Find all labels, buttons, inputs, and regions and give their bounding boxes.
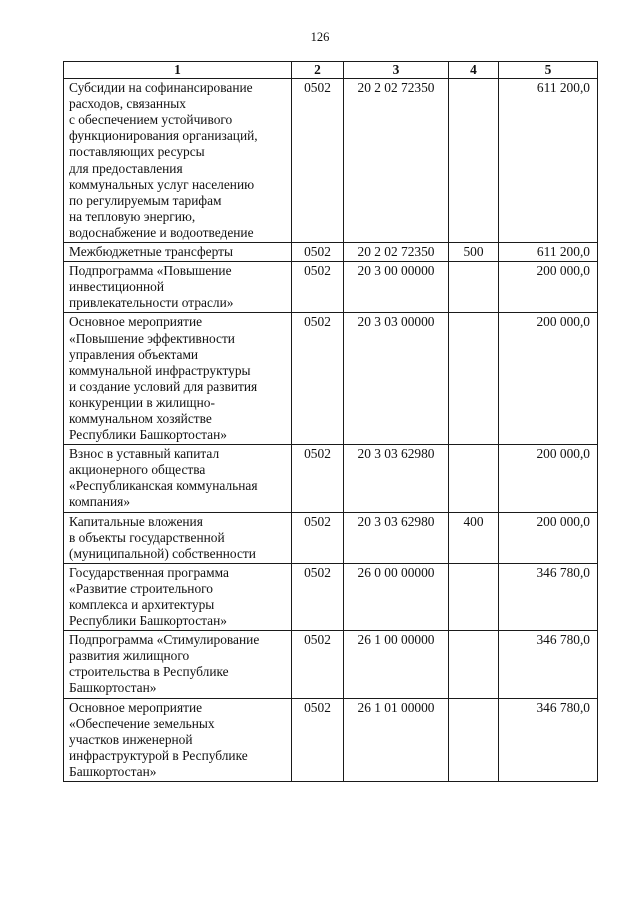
cell-razdel: 0502 xyxy=(292,698,344,781)
cell-expense-type xyxy=(449,445,499,512)
cell-sum: 200 000,0 xyxy=(499,512,598,563)
cell-name: Подпрограмма «Повышение инвестиционной привлекательности отрасли» xyxy=(64,262,292,313)
table-row xyxy=(64,79,598,243)
cell-razdel: 0502 xyxy=(292,631,344,698)
cell-sum: 611 200,0 xyxy=(499,79,598,243)
cell-sum: 346 780,0 xyxy=(499,698,598,781)
cell-target-article: 26 1 00 00000 xyxy=(344,631,449,698)
table-row xyxy=(64,445,598,512)
cell-razdel: 0502 xyxy=(292,512,344,563)
budget-table xyxy=(63,61,598,782)
header-row xyxy=(64,62,598,79)
cell-razdel: 0502 xyxy=(292,262,344,313)
table-row xyxy=(64,563,598,630)
cell-expense-type: 400 xyxy=(449,512,499,563)
cell-name: Субсидии на софинансирование расходов, связанных с обеспечением устойчивого функционирования организаций, поставляющих ресурсы для предоставления коммунальных услуг населению по регулируемым тарифам на тепловую энергию, водоснабжение и водоотведение xyxy=(64,79,292,243)
header-col-2: 2 xyxy=(292,62,344,79)
cell-expense-type xyxy=(449,79,499,243)
cell-target-article: 20 3 03 00000 xyxy=(344,313,449,445)
cell-target-article: 20 3 03 62980 xyxy=(344,512,449,563)
cell-razdel: 0502 xyxy=(292,79,344,243)
cell-expense-type xyxy=(449,698,499,781)
cell-target-article: 20 3 03 62980 xyxy=(344,445,449,512)
table-header xyxy=(64,62,598,79)
cell-name: Межбюджетные трансферты xyxy=(64,243,292,262)
cell-target-article: 26 1 01 00000 xyxy=(344,698,449,781)
cell-razdel: 0502 xyxy=(292,445,344,512)
cell-expense-type xyxy=(449,631,499,698)
cell-sum: 346 780,0 xyxy=(499,631,598,698)
table-row xyxy=(64,313,598,445)
table-row xyxy=(64,512,598,563)
cell-expense-type xyxy=(449,563,499,630)
table-row xyxy=(64,631,598,698)
cell-target-article: 26 0 00 00000 xyxy=(344,563,449,630)
cell-sum: 200 000,0 xyxy=(499,262,598,313)
header-col-5: 5 xyxy=(499,62,598,79)
table-row xyxy=(64,243,598,262)
cell-razdel: 0502 xyxy=(292,313,344,445)
cell-name: Капитальные вложения в объекты государственной (муниципальной) собственности xyxy=(64,512,292,563)
header-col-3: 3 xyxy=(344,62,449,79)
cell-sum: 346 780,0 xyxy=(499,563,598,630)
header-col-1: 1 xyxy=(64,62,292,79)
cell-target-article: 20 2 02 72350 xyxy=(344,79,449,243)
cell-razdel: 0502 xyxy=(292,243,344,262)
cell-expense-type xyxy=(449,262,499,313)
cell-expense-type: 500 xyxy=(449,243,499,262)
cell-razdel: 0502 xyxy=(292,563,344,630)
cell-name: Подпрограмма «Стимулирование развития жилищного строительства в Республике Башкортостан» xyxy=(64,631,292,698)
table-body xyxy=(64,79,598,782)
header-col-4: 4 xyxy=(449,62,499,79)
cell-name: Основное мероприятие «Повышение эффективности управления объектами коммунальной инфраструктуры и создание условий для развития конкуренции в жилищно- коммунальном хозяйстве Республики Башкортостан» xyxy=(64,313,292,445)
page-number: 126 xyxy=(310,30,330,44)
cell-name: Основное мероприятие «Обеспечение земельных участков инженерной инфраструктурой в Республике Башкортостан» xyxy=(64,698,292,781)
table-row xyxy=(64,262,598,313)
cell-sum: 200 000,0 xyxy=(499,313,598,445)
table-row xyxy=(64,698,598,781)
cell-sum: 200 000,0 xyxy=(499,445,598,512)
cell-name: Взнос в уставный капитал акционерного общества «Республиканская коммунальная компания» xyxy=(64,445,292,512)
cell-target-article: 20 2 02 72350 xyxy=(344,243,449,262)
cell-name: Государственная программа «Развитие строительного комплекса и архитектуры Республики Башкортостан» xyxy=(64,563,292,630)
cell-expense-type xyxy=(449,313,499,445)
cell-target-article: 20 3 00 00000 xyxy=(344,262,449,313)
cell-sum: 611 200,0 xyxy=(499,243,598,262)
